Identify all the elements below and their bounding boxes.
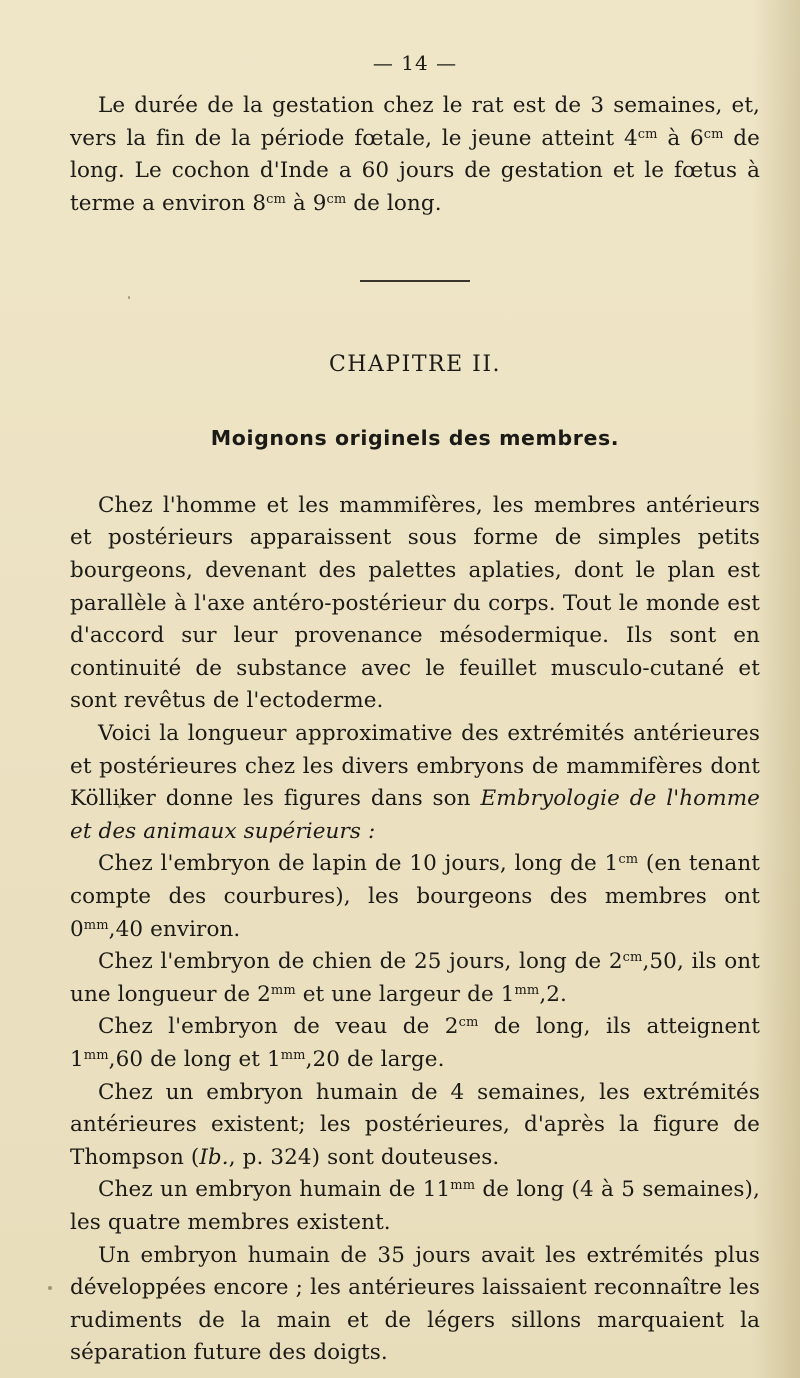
text-run: Chez un embryon humain de 4 semaines, les extrémités antérieures existent; les postérieures, d'après la figure de Thompson (	[70, 1079, 760, 1170]
unit-superscript: mm	[280, 1047, 306, 1063]
text-column	[70, 50, 760, 1370]
body-text	[70, 490, 760, 1370]
unit-superscript: mm	[450, 1178, 476, 1194]
text-run: à 6	[657, 125, 704, 151]
text-run: , p. 324) sont douteuses.	[228, 1144, 500, 1170]
text-run: ,2.	[539, 981, 567, 1007]
page-number: — 14 —	[372, 51, 458, 75]
paragraph	[70, 1011, 760, 1076]
chapter-title: CHAPITRE II.	[328, 351, 502, 377]
text-run: de long (4 à 5 semaines), les quatre membres existent.	[70, 1177, 760, 1235]
unit-superscript: mm	[514, 982, 540, 998]
unit-superscript: cm	[637, 126, 658, 142]
unit-superscript: cm	[458, 1015, 479, 1031]
unit-superscript: cm	[266, 191, 286, 207]
paragraph	[70, 718, 760, 848]
section-divider	[360, 280, 470, 282]
text-run: de long.	[346, 190, 442, 216]
text-run: ,50, ils ont une longueur de 2	[70, 949, 760, 1007]
paragraph	[70, 946, 760, 1011]
unit-superscript: mm	[83, 917, 109, 933]
text-run: de long. Le cochon d'Inde a 60 jours de gestation et le fœtus à terme a environ 8	[70, 125, 760, 216]
intro-paragraph	[70, 90, 760, 220]
text-run: Chez un embryon humain de 11	[98, 1177, 451, 1203]
section-title: Moignons originels des membres.	[210, 425, 620, 450]
text-run: Voici la longueur approximative des extrémités antérieures et postérieures chez les divers embryons de mammifères dont Kölliker donne les figures dans son	[70, 721, 760, 812]
text-run: et une largeur de 1	[295, 981, 515, 1007]
text-run: Chez l'embryon de veau de 2	[98, 1014, 459, 1040]
text-run: à 9	[285, 190, 327, 216]
paragraph	[70, 1174, 760, 1239]
text-run: ,60 de long et 1	[108, 1046, 281, 1072]
paragraph	[70, 1240, 760, 1370]
italic-text: Embryologie de l'homme et des animaux supérieurs :	[70, 786, 761, 844]
unit-superscript: cm	[703, 126, 724, 142]
unit-superscript: cm	[326, 191, 347, 207]
unit-superscript: mm	[83, 1047, 109, 1063]
text-run: ,20 de large.	[305, 1046, 445, 1072]
italic-text: Ib.	[199, 1144, 229, 1170]
text-run: de long, ils atteignent 1	[70, 1014, 760, 1072]
text-run: Chez l'embryon de lapin de 10 jours, long de 1	[98, 851, 619, 877]
text-run: (en tenant compte des courbures), les bourgeons des membres ont 0	[70, 851, 760, 942]
paper-speck	[48, 1286, 52, 1290]
unit-superscript: cm	[622, 950, 643, 966]
text-run: Chez l'embryon de chien de 25 jours, long de 2	[98, 949, 623, 975]
text-run: Le durée de la gestation chez le rat est de 3 semaines, et, vers la fin de la période fœtale, le jeune atteint 4	[70, 93, 760, 151]
unit-superscript: mm	[270, 982, 296, 998]
text-run: Un embryon humain de 35 jours avait les extrémités plus développées encore ; les antérieures laissaient reconnaître les rudiments de la main et de légers sillons marquaient la séparation future des doigts.	[70, 1242, 760, 1366]
text-run: Chez l'homme et les mammifères, les membres antérieurs et postérieurs apparaissent sous forme de simples petits bourgeons, devenant des palettes aplaties, dont le plan est parallèle à l'axe antéro-postérieur du corps. Tout le monde est d'accord sur leur provenance mésodermique. Ils sont en continuité de substance avec le feuillet musculo-cutané et sont revêtus de l'ectoderme.	[70, 492, 760, 714]
unit-superscript: cm	[618, 852, 639, 868]
text-run: ,40 environ.	[108, 916, 241, 942]
paragraph	[70, 848, 760, 946]
paragraph	[70, 1077, 760, 1175]
paragraph	[70, 490, 760, 718]
